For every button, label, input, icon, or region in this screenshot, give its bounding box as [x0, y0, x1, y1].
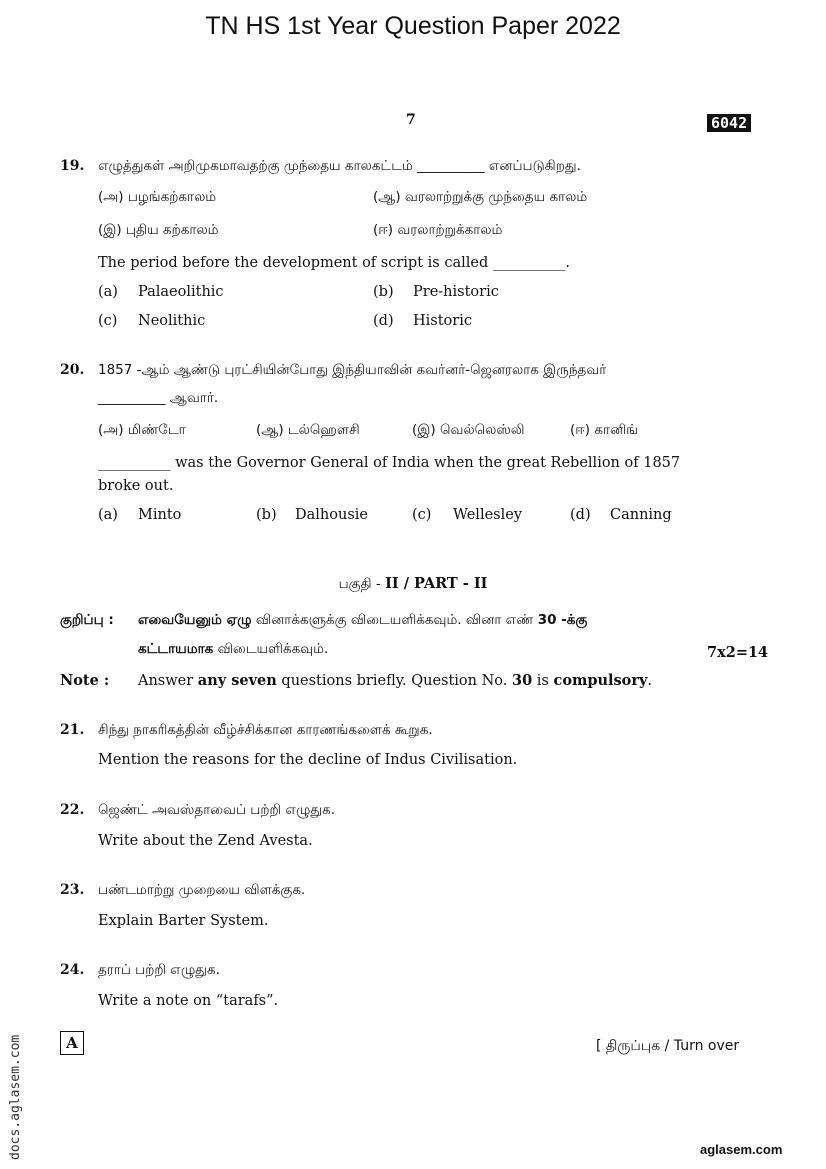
option-tamil: (ஈ) வரலாற்றுக்காலம் — [373, 222, 503, 238]
bold-text: compulsory — [553, 672, 648, 689]
question-text-english: Explain Barter System. — [98, 913, 269, 929]
question-text-tamil: எழுத்துகள் அறிமுகமாவதற்கு முந்தைய காலகட்டம் __________ எனப்படுகிறது. — [98, 158, 581, 174]
option-label: (c) — [98, 313, 118, 329]
question-number: 24. — [60, 962, 85, 978]
option-english: Pre-historic — [413, 284, 499, 300]
text: is — [532, 673, 554, 689]
option-tamil: (அ) மிண்டோ — [98, 422, 186, 438]
question-text-tamil: 1857 -ஆம் ஆண்டு புரட்சியின்போது இந்தியாவின் கவர்னர்-ஜெனரலாக இருந்தவர் — [98, 362, 607, 378]
instruction-line-tamil — [138, 641, 328, 659]
option-label: (d) — [373, 313, 394, 329]
question-text-english: __________ was the Governor General of India when the great Rebellion of 1857 — [98, 455, 681, 471]
part-heading-tamil: பகுதி - — [338, 576, 386, 592]
option-tamil: (இ) வெல்லெஸ்லி — [412, 422, 525, 438]
page-header-title: TN HS 1st Year Question Paper 2022 — [205, 12, 621, 40]
paper-code-badge: 6042 — [707, 114, 751, 132]
question-text-english: Write about the Zend Avesta. — [98, 833, 313, 849]
question-number: 19. — [60, 158, 85, 174]
page-number: 7 — [406, 112, 416, 128]
option-english: Palaeolithic — [138, 284, 224, 300]
bold-text: 30 — [512, 672, 533, 689]
question-number: 21. — [60, 722, 85, 738]
option-tamil: (இ) புதிய கற்காலம் — [98, 222, 219, 238]
bold-text: any seven — [197, 672, 277, 689]
turn-over-label — [596, 1035, 739, 1056]
option-english: Canning — [610, 507, 672, 523]
question-number: 20. — [60, 362, 85, 378]
option-label: (a) — [98, 507, 118, 523]
turn-over-text: [ திருப்புக / Turn over — [596, 1038, 740, 1054]
question-text-english: The period before the development of script is called __________. — [98, 255, 570, 271]
question-text-tamil: பண்டமாற்று முறையை விளக்குக. — [98, 882, 306, 898]
question-text-english: broke out. — [98, 478, 174, 494]
option-tamil: (ஆ) டல்ஹௌசி — [256, 422, 360, 438]
instruction-line-tamil — [138, 612, 587, 630]
option-label: (b) — [373, 284, 394, 300]
option-english: Minto — [138, 507, 182, 523]
option-tamil: (ஈ) கானிங் — [570, 422, 639, 438]
option-label: (c) — [412, 507, 432, 523]
question-text-english: Mention the reasons for the decline of Indus Civilisation. — [98, 752, 518, 768]
watermark-text: docs.aglasem.com — [8, 1034, 23, 1160]
text: Answer — [138, 673, 198, 689]
part-heading-english: II / PART - II — [385, 575, 488, 592]
bold-text: எவையேனும் ஏழு — [138, 612, 252, 628]
question-text-english: Write a note on “tarafs”. — [98, 993, 279, 1009]
option-english: Historic — [413, 313, 472, 329]
text: . — [647, 673, 653, 689]
option-english: Dalhousie — [295, 507, 368, 523]
option-label: (a) — [98, 284, 118, 300]
question-number: 23. — [60, 882, 85, 898]
option-label: (d) — [570, 507, 591, 523]
part-heading — [0, 573, 826, 594]
option-label: (b) — [256, 507, 277, 523]
note-label: Note : — [60, 672, 110, 689]
option-english: Wellesley — [453, 507, 523, 523]
site-footer: aglasem.com — [700, 1142, 783, 1157]
text: questions briefly. Question No. — [276, 673, 512, 689]
option-tamil: (அ) பழங்கற்காலம் — [98, 189, 217, 205]
question-text-tamil: தராப் பற்றி எழுதுக. — [98, 962, 220, 978]
question-text-tamil: ஜெண்ட் அவஸ்தாவைப் பற்றி எழுதுக. — [98, 802, 336, 818]
text: விடையளிக்கவும். — [213, 641, 329, 657]
option-tamil: (ஆ) வரலாற்றுக்கு முந்தைய காலம் — [373, 189, 588, 205]
option-english: Neolithic — [138, 313, 206, 329]
text: வினாக்களுக்கு விடையளிக்கவும். வினா எண் — [251, 612, 538, 628]
question-number: 22. — [60, 802, 85, 818]
question-text-tamil: சிந்து நாகரிகத்தின் வீழ்ச்சிக்கான காரணங்களைக் கூறுக. — [98, 722, 433, 738]
note-text — [138, 672, 652, 689]
marks-label: 7x2=14 — [707, 644, 769, 661]
bold-text: கட்டாயமாக — [138, 641, 214, 657]
bold-text: 30 -க்கு — [537, 612, 588, 628]
booklet-series-box: A — [60, 1031, 84, 1055]
question-text-tamil: __________ ஆவார். — [98, 390, 219, 406]
instruction-label-tamil: குறிப்பு : — [60, 612, 114, 628]
